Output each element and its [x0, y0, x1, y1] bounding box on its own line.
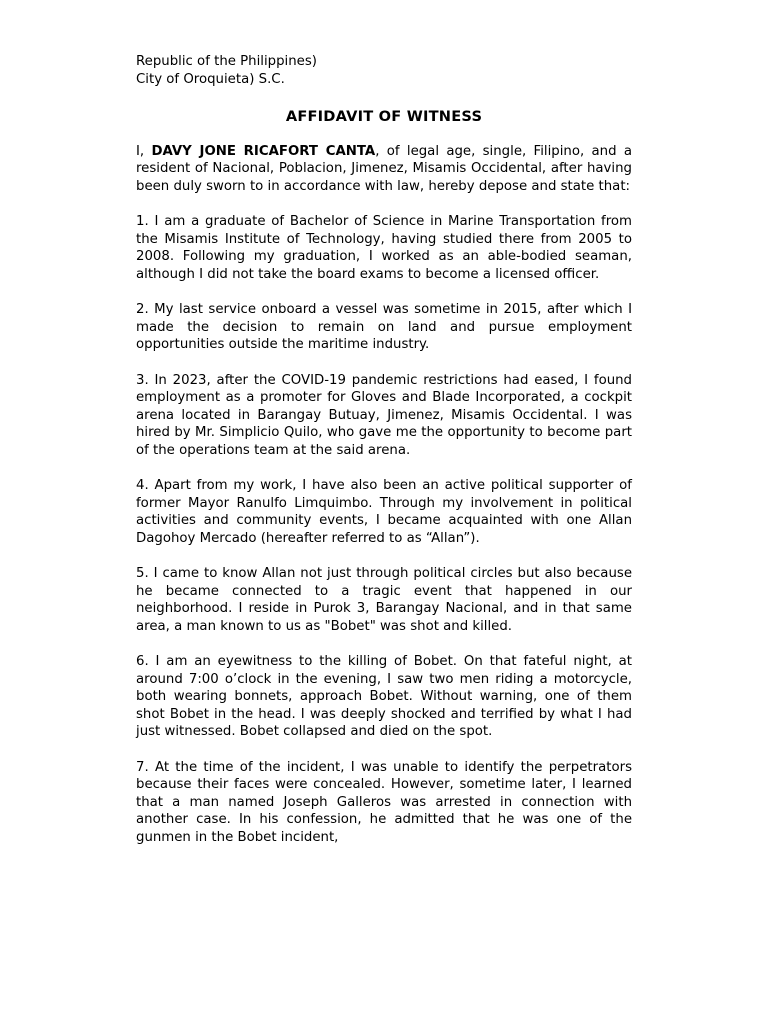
- intro-prefix: I,: [136, 143, 152, 159]
- intro-rest: , of legal age, single, Filipino, and a resident of Nacional, Poblacion, Jimenez, Misamis Occidental, after having been duly sworn to in accordance with law, hereby depose and state that:: [136, 143, 632, 194]
- paragraph-2: 2. My last service onboard a vessel was sometime in 2015, after which I made the decision to remain on land and pursue employment opportunities outside the maritime industry.: [136, 302, 632, 353]
- affiant-name: DAVY JONE RICAFORT CANTA: [151, 143, 376, 159]
- paragraph-1: 1. I am a graduate of Bachelor of Science in Marine Transportation from the Misamis Institute of Technology, having studied there from 2005 to 2008. Following my graduation, I worked as an able-bodied seaman, although I did not take the board exams to become a licensed officer.: [136, 214, 632, 282]
- affidavit-page: [136, 53, 632, 864]
- paragraph-4: 4. Apart from my work, I have also been an active political supporter of former Mayor Ranulfo Limquimbo. Through my involvement in political activities and community events, I became acquainted with one Allan Dagohoy Mercado (hereafter referred to as “Allan”).: [136, 478, 632, 546]
- intro-paragraph: [136, 143, 632, 196]
- document-title: AFFIDAVIT OF WITNESS: [285, 108, 483, 126]
- header-city: City of Oroquieta) S.C.: [136, 71, 285, 87]
- paragraph-7: 7. At the time of the incident, I was unable to identify the perpetrators because their faces were concealed. However, sometime later, I learned that a man named Joseph Galleros was arrested in connection with another case. In his confession, he admitted that he was one of the gunmen in the Bobet incident,: [136, 759, 632, 845]
- paragraph-6: 6. I am an eyewitness to the killing of Bobet. On that fateful night, at around 7:00 o’clock in the evening, I saw two men riding a motorcycle, both wearing bonnets, approach Bobet. Without warning, one of them shot Bobet in the head. I was deeply shocked and terrified by what I had just witnessed. Bobet collapsed and died on the spot.: [136, 654, 632, 740]
- paragraph-3: 3. In 2023, after the COVID-19 pandemic restrictions had eased, I found employment as a promoter for Gloves and Blade Incorporated, a cockpit arena located in Barangay Butuay, Jimenez, Misamis Occidental. I was hired by Mr. Simplicio Quilo, who gave me the opportunity to become part of the operations team at the said arena.: [136, 372, 632, 458]
- header-republic: Republic of the Philippines): [136, 54, 317, 69]
- paragraph-5: 5. I came to know Allan not just through political circles but also because he became connected to a tragic event that happened in our neighborhood. I reside in Purok 3, Barangay Nacional, and in that same area, a man known to us as "Bobet" was shot and killed.: [136, 566, 632, 634]
